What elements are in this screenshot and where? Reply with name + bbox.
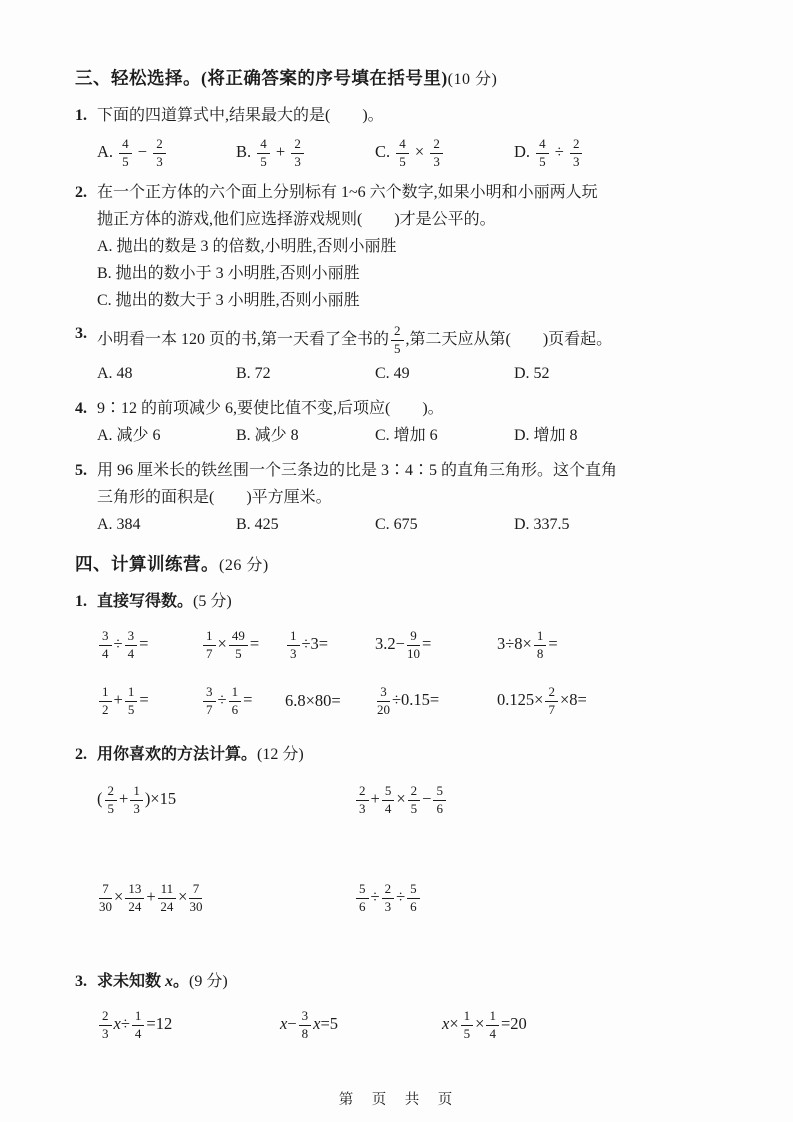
section-4-title xyxy=(75,552,738,578)
fraction: $\frac{3}{4}$ xyxy=(99,629,112,662)
method-calc-expression: ( $\frac{2}{5}$ + $\frac{1}{3}$ )×15 xyxy=(97,782,177,816)
question-3 xyxy=(75,320,738,387)
question-5-options xyxy=(97,511,738,538)
page-footer: 第 页 共 页 xyxy=(338,1092,455,1108)
question-4-option-a: A. 减少 6 xyxy=(97,427,161,444)
quick-calc-expression: 0.125× $\frac{2}{7}$ ×8= xyxy=(497,683,587,717)
question-5-option-d: D. 337.5 xyxy=(514,516,570,533)
fraction: $\frac{9}{10}$ xyxy=(406,627,420,661)
fraction: $\frac{7}{30}$ xyxy=(99,880,112,914)
fraction: $\frac{3}{8}$ xyxy=(299,1009,312,1042)
question-2-option-a: A. 抛出的数是 3 的倍数,小明胜,否则小丽胜 xyxy=(97,238,397,255)
fraction: $\frac{1}{5}$ xyxy=(125,685,138,718)
fraction: $\frac{2}{3}$ xyxy=(356,784,369,817)
fraction: $\frac{2}{3}$ xyxy=(430,137,443,170)
quick-calc-expression: 3÷8× $\frac{1}{8}$ = xyxy=(497,627,558,661)
fraction: $\frac{4}{5}$ xyxy=(396,137,409,170)
fraction: $\frac{1}{8}$ xyxy=(534,629,547,662)
question-5-option-a: A. 384 xyxy=(97,516,141,533)
quick-calc-expression: $\frac{1}{3}$ ÷3= xyxy=(285,629,375,662)
fraction: $\frac{2}{3}$ xyxy=(570,137,583,170)
question-3-number: 3. xyxy=(75,325,87,342)
calc-question-2-body xyxy=(97,741,738,924)
question-4-number: 4. xyxy=(75,400,87,417)
quick-calc-expression: $\frac{3}{20}$ ÷0.15= xyxy=(377,683,440,717)
question-2-option-c: C. 抛出的数大于 3 小明胜,否则小丽胜 xyxy=(97,292,360,309)
calc-question-2-number: 2. xyxy=(75,746,87,763)
question-4-body xyxy=(97,395,738,449)
fraction: $\frac{2}{3}$ xyxy=(382,882,395,915)
fraction: $\frac{2}{5}$ xyxy=(105,784,118,817)
question-4-stem: 9∶12 的前项减少 6,要使比值不变,后项应( )。 xyxy=(97,400,444,417)
calc-question-1-number: 1. xyxy=(75,593,87,610)
question-4-options xyxy=(97,422,738,449)
fraction: $\frac{2}{7}$ xyxy=(545,685,558,718)
fraction: $\frac{5}{6}$ xyxy=(407,882,420,915)
question-2-body xyxy=(97,179,738,314)
quick-calc-expression: $\frac{1}{7}$ × $\frac{49}{5}$ = xyxy=(201,629,285,662)
fraction: $\frac{2}{5}$ xyxy=(408,784,421,817)
fraction: $\frac{5}{6}$ xyxy=(356,882,369,915)
fraction: $\frac{2}{3}$ xyxy=(153,137,166,170)
question-3-option-d: D. 52 xyxy=(514,365,550,382)
fraction: $\frac{1}{4}$ xyxy=(486,1009,499,1042)
calc-question-3 xyxy=(75,968,738,1049)
fraction: $\frac{4}{5}$ xyxy=(119,137,132,170)
question-5-stem-line-2: 三角形的面积是( )平方厘米。 xyxy=(97,489,332,506)
question-4-option-b: B. 减少 8 xyxy=(236,427,299,444)
calc-question-2-stem-text: 用你喜欢的方法计算。 xyxy=(97,746,258,763)
calc-question-3-score: (9 分) xyxy=(189,973,228,990)
calc-question-3-stem-text: 求未知数 x。 xyxy=(97,973,190,990)
quick-calc-expression: $\frac{1}{2}$ + $\frac{1}{5}$ = xyxy=(97,685,201,718)
fraction: $\frac{2}{3}$ xyxy=(99,1009,112,1042)
fraction: $\frac{49}{5}$ xyxy=(229,629,248,662)
calc-question-2-stem xyxy=(97,741,738,768)
question-1-option-a: A. $\frac{4}{5}$ − $\frac{2}{3}$ xyxy=(97,137,236,170)
solve-x-equation: $\frac{2}{3}$ x÷ $\frac{1}{4}$ =12 xyxy=(97,1009,280,1042)
quick-calc-expression: $\frac{3}{7}$ ÷ $\frac{1}{6}$ = xyxy=(201,685,285,718)
question-5-option-c: C. 675 xyxy=(375,516,418,533)
fraction: $\frac{2}{3}$ xyxy=(291,137,304,170)
question-4 xyxy=(75,395,738,449)
question-3-option-a: A. 48 xyxy=(97,365,133,382)
question-3-body xyxy=(97,320,738,387)
fraction: $\frac{5}{4}$ xyxy=(382,784,395,817)
fraction: $\frac{4}{5}$ xyxy=(536,137,549,170)
question-5-number: 5. xyxy=(75,462,87,479)
question-1-option-c: C. $\frac{4}{5}$ × $\frac{2}{3}$ xyxy=(375,137,514,170)
question-1-number: 1. xyxy=(75,107,87,124)
question-1-stem: 下面的四道算式中,结果最大的是( )。 xyxy=(97,107,384,124)
question-2-stem-line-2: 抛正方体的游戏,他们应选择游戏规则( )才是公平的。 xyxy=(97,211,496,228)
fraction: $\frac{3}{7}$ xyxy=(203,685,216,718)
fraction: $\frac{7}{30}$ xyxy=(189,880,203,914)
fraction: $\frac{1}{3}$ xyxy=(287,629,300,662)
question-5-body xyxy=(97,457,738,538)
fraction: $\frac{2}{5}$ xyxy=(391,324,404,357)
fraction: $\frac{1}{7}$ xyxy=(203,629,216,662)
section-3-score: (10 分) xyxy=(447,71,498,88)
fraction: $\frac{1}{5}$ xyxy=(461,1009,474,1042)
fraction: $\frac{13}{24}$ xyxy=(125,882,144,915)
question-3-option-c: C. 49 xyxy=(375,365,410,382)
question-2-number: 2. xyxy=(75,184,87,201)
section-4-score: (26 分) xyxy=(219,557,269,574)
question-1-body xyxy=(97,102,738,177)
method-calc-expression: $\frac{5}{6}$ ÷ $\frac{2}{3}$ ÷ $\frac{5}{6}$ xyxy=(354,882,422,915)
question-1-option-d: D. $\frac{4}{5}$ ÷ $\frac{2}{3}$ xyxy=(514,137,584,170)
quick-calc-row-1 xyxy=(97,619,738,671)
solve-x-equation: x− $\frac{3}{8}$ x=5 xyxy=(280,1007,339,1041)
question-4-option-d: D. 增加 8 xyxy=(514,427,578,444)
question-2-stem-line-1: 在一个正方体的六个面上分别标有 1~6 六个数字,如果小明和小丽两人玩 xyxy=(97,184,598,201)
quick-calc-expression: $\frac{3}{4}$ ÷ $\frac{3}{4}$ = xyxy=(97,629,201,662)
question-3-stem: 小明看一本 120 页的书,第一天看了全书的 $\frac{2}{5}$ ,第二天应从第( )页看起。 xyxy=(97,322,613,356)
question-5-option-b: B. 425 xyxy=(236,516,279,533)
question-2 xyxy=(75,179,738,314)
fraction: $\frac{3}{20}$ xyxy=(377,683,390,717)
question-1 xyxy=(75,102,738,177)
section-4-title-text: 四、计算训练营。 xyxy=(75,554,219,574)
method-calc-expression: $\frac{2}{3}$ + $\frac{5}{4}$ × $\frac{2}{5}$ − $\frac{5}{6}$ xyxy=(354,784,448,817)
calc-question-1-stem xyxy=(97,588,738,615)
question-1-options xyxy=(97,129,738,177)
solve-x-equation: x× $\frac{1}{5}$ × $\frac{1}{4}$ =20 xyxy=(442,1007,527,1041)
fraction: $\frac{5}{6}$ xyxy=(433,784,446,817)
fraction: $\frac{1}{6}$ xyxy=(229,685,242,718)
calc-question-3-stem xyxy=(97,968,738,995)
question-3-options xyxy=(97,360,738,387)
calc-question-1 xyxy=(75,588,738,727)
calc-question-2 xyxy=(75,741,738,924)
fraction: $\frac{1}{2}$ xyxy=(99,685,112,718)
question-2-option-b: B. 抛出的数小于 3 小明胜,否则小丽胜 xyxy=(97,265,360,282)
method-calc-row-1 xyxy=(97,774,738,826)
fraction: $\frac{1}{4}$ xyxy=(132,1009,145,1042)
calc-question-3-body xyxy=(97,968,738,1049)
quick-calc-expression: 6.8×80= xyxy=(285,691,341,710)
calc-question-2-score: (12 分) xyxy=(257,746,304,763)
fraction: $\frac{11}{24}$ xyxy=(158,882,177,915)
section-3-title xyxy=(75,66,738,92)
section-3-title-text: 三、轻松选择。(将正确答案的序号填在括号里) xyxy=(75,68,448,88)
quick-calc-row-2 xyxy=(97,675,738,727)
question-3-option-b: B. 72 xyxy=(236,365,271,382)
fraction: $\frac{3}{4}$ xyxy=(125,629,138,662)
method-calc-row-2 xyxy=(97,872,738,924)
question-1-option-b: B. $\frac{4}{5}$ + $\frac{2}{3}$ xyxy=(236,137,375,170)
quick-calc-expression: 3.2− $\frac{9}{10}$ = xyxy=(375,627,432,661)
question-5 xyxy=(75,457,738,538)
fraction: $\frac{4}{5}$ xyxy=(257,137,270,170)
question-5-stem-line-1: 用 96 厘米长的铁丝围一个三条边的比是 3∶4∶5 的直角三角形。这个直角 xyxy=(97,462,618,479)
calc-question-1-score: (5 分) xyxy=(193,593,232,610)
question-4-option-c: C. 增加 6 xyxy=(375,427,438,444)
fraction: $\frac{1}{3}$ xyxy=(130,784,143,817)
solve-x-row xyxy=(97,1001,738,1049)
calc-question-1-body xyxy=(97,588,738,727)
calc-question-3-number: 3. xyxy=(75,973,87,990)
method-calc-expression: $\frac{7}{30}$ × $\frac{13}{24}$ + $\frac{11}{24}$ × $\frac{7}{30}$ xyxy=(99,880,203,914)
calc-question-1-stem-text: 直接写得数。 xyxy=(97,593,194,610)
